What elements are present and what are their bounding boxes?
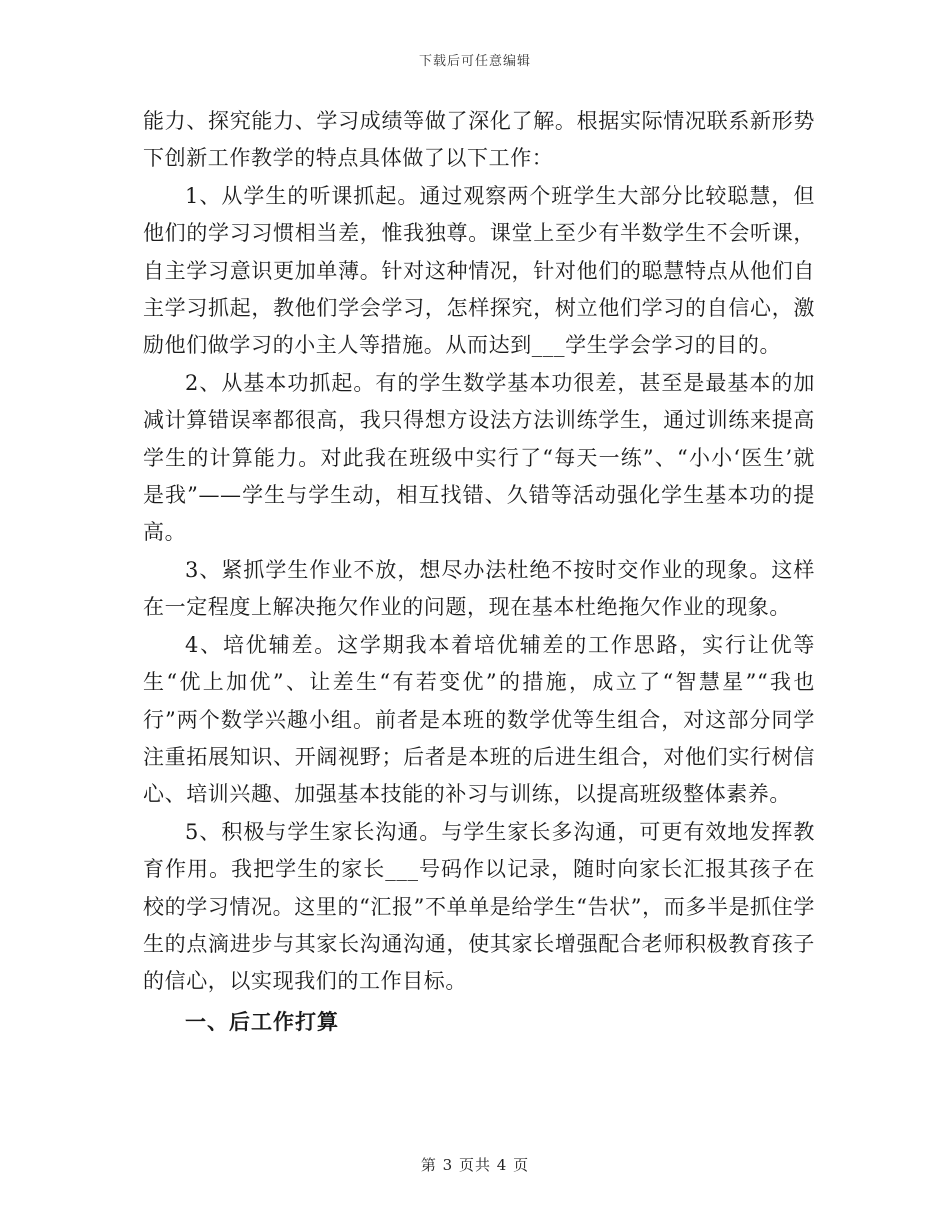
section-heading: 一、后工作打算 [185,1008,339,1034]
paragraph-item-4: 4、培优辅差。这学期我本着培优辅差的工作思路，实行让优等生“优上加优”、让差生“有若变优”的措施，成立了“智慧星”“我也行”两个数学兴趣小组。前者是本班的数学优等生组合，对这部分同学注重拓展知识、开阔视野；后者是本班的后进生组合，对他们实行树信心、培训兴趣、加强基本技能的补习与训练，以提高班级整体素养。 [143,632,815,807]
page-footer: 第 3 页共 4 页 [420,1156,530,1174]
paragraph-item-5: 5、积极与学生家长沟通。与学生家长多沟通，可更有效地发挥教育作用。我把学生的家长___号码作以记录，随时向家长汇报其孩子在校的学习情况。这里的“汇报”不单单是给学生“告状”，而多半是抓住学生的点滴进步与其家长沟通沟通，使其家长增强配合老师积极教育孩子的信心，以实现我们的工作目标。 [143,819,815,994]
paragraph-item-2: 2、从基本功抓起。有的学生数学基本功很差，甚至是最基本的加减计算错误率都很高，我只得想方设法方法训练学生，通过训练来提高学生的计算能力。对此我在班级中实行了“每天一练”、“小小‘医生’就是我”——学生与学生动，相互找错、久错等活动强化学生基本功的提高。 [143,370,815,545]
paragraph-item-1: 1、从学生的听课抓起。通过观察两个班学生大部分比较聪慧，但他们的学习习惯相当差，惟我独尊。课堂上至少有半数学生不会听课，自主学习意识更加单薄。针对这种情况，针对他们的聪慧特点从他们自主学习抓起，教他们学会学习，怎样探究，树立他们学习的自信心，激励他们做学习的小主人等措施。从而达到___学生学会学习的目的。 [143,183,815,358]
document-body [143,103,815,1040]
page-header: 下载后可任意编辑 [418,54,531,69]
paragraph-item-3: 3、紧抓学生作业不放，想尽办法杜绝不按时交作业的现象。这样在一定程度上解决拖欠作业的问题，现在基本杜绝拖欠作业的现象。 [143,557,815,620]
paragraph-continuation: 能力、探究能力、学习成绩等做了深化了解。根据实际情况联系新形势下创新工作教学的特点具体做了以下工作： [143,109,815,171]
